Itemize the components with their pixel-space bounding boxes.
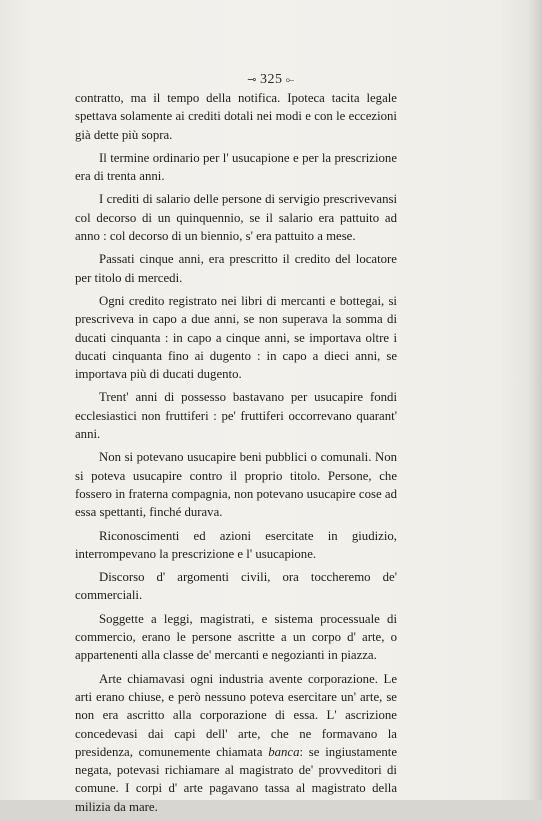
page-number: 325 [259,72,283,87]
paragraph-continued: contratto, ma il tempo della notifica. Ipoteca tacita legale spettava solamente ai crediti dotali nei modi e con le eccezioni già dette più sopra. [75,91,397,142]
paragraph-public-goods: Non si potevano usucapire beni pubblici o comunali. Non si poteva usucapire contro il proprio titolo. Persone, che fossero in fraterna compagnia, non potevano usucapire cose ad essa spettanti, finché durava. [75,450,397,520]
ornament-left: ⊸ [247,74,257,86]
paragraph-lessor-credit: Passati cinque anni, era prescritto il credito del locatore per titolo di mercedi. [75,252,397,285]
arts-text-before: Arte chiamavasi ogni industria avente corporazione. Le arti erano chiuse, e però nessuno poteva esercitare un' arte, se non era ascritto alla corporazione di essa. L' ascrizione concedevasi dai capi dell' arte, che ne formavano la presidenza, comunemente chiamata [75,671,397,759]
paragraph-merchant-books: Ogni credito registrato nei libri di mercanti e bottegai, si prescriveva in capo a due anni, se non superava la somma di ducati cinquanta : in capo a cinque anni, se importava oltre i ducati cinquanta fino ai dugento : in capo a dieci anni, se importava più di ducati dugento. [75,293,397,382]
arts-text-after: : se ingiustamente negata, potevasi richiamare al magistrato de' provveditori di comune. I corpi d' arte pagavano tassa al magistrato della milizia da mare. [75,744,398,814]
page-header [0,72,542,88]
body-text [75,89,397,821]
page-edge-shadow [528,0,542,800]
paragraph-salary-credits: I crediti di salario delle persone di servigio prescrivevansi col decorso di un quinquennio, se il salario era pattuito ad anno : col decorso di un biennio, s' era pattuito a mese. [75,192,397,244]
arts-italic-term: banca [268,744,300,759]
paragraph-ecclesiastical-lands: Trent' anni di possesso bastavano per usucapire fondi ecclesiastici non fruttiferi : pe' fruttiferi occorrevano quarant' anni. [75,390,397,442]
paragraph-commercial-transition: Discorso d' argomenti civili, ora toccheremo de' commerciali. [75,570,397,603]
paragraph-ordinary-term: Il termine ordinario per l' usucapione e per la prescrizione era di trenta anni. [75,150,397,184]
ornament-right: ⟜ [285,74,295,86]
paragraph-commercial-persons: Soggette a leggi, magistrati, e sistema processuale di commercio, erano le persone ascritte a un corpo d' arte, o appartenenti alla classe de' mercanti e negozianti in piazza. [75,611,397,663]
paragraph-arts-guilds [75,670,397,816]
paragraph-interruption: Riconoscimenti ed azioni esercitate in giudizio, interrompevano la prescrizione e l' usucapione. [75,528,397,561]
